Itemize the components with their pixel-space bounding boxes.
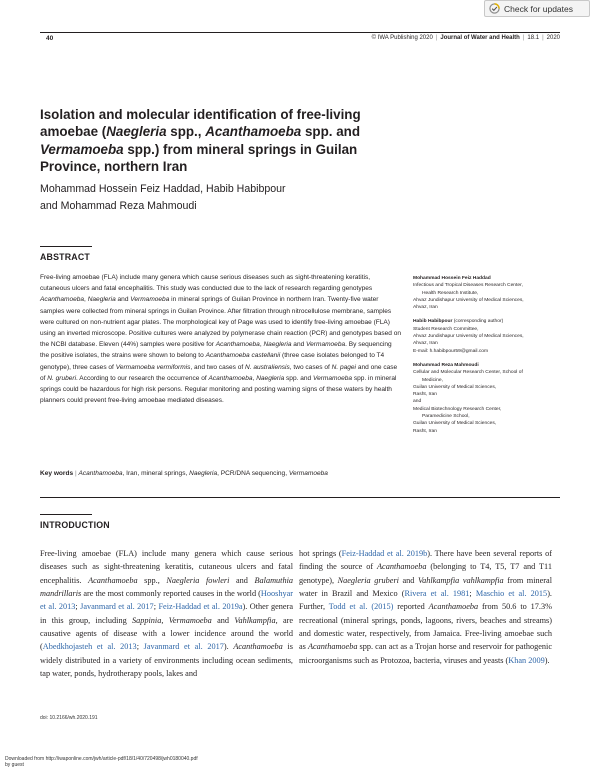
abstract-rule bbox=[40, 246, 92, 247]
header-separator: | bbox=[435, 35, 438, 41]
header-separator: | bbox=[542, 35, 544, 41]
citation-link[interactable]: Hooshyar et al. 2013 bbox=[40, 589, 293, 612]
header-separator: | bbox=[522, 35, 525, 41]
check-updates-icon bbox=[489, 3, 500, 14]
author-list bbox=[40, 181, 460, 215]
authors-line-2: and Mohammad Reza Mahmoudi bbox=[40, 200, 197, 212]
year: 2020 bbox=[546, 35, 560, 41]
abstract-body: Free-living amoebae (FLA) include many genera which cause serious diseases such as sight-threatening keratitis, cutaneous ulcers and fatal encephalitis. This study was conducted due to the lack of research regarding genotypes Acanthamoeba, Naegleria and Vermamoeba in mineral springs of Guilan Province in northern Iran. Twenty-five water samples were collected from mineral springs in Guilan Province. After filtration through nitrocellulose membrane, samples were cultured on non-nutrient agar plates. The morphological key of Page was used to identify free-living amoebae (FLA) using an inverted microscope. Positive cultures were analyzed by polymerase chain reaction (PCR) and genotypes based on the NCBI database. Eleven (44%) samples were positive for Acanthamoeba, Naegleria and Vermamoeba. By sequencing the positive isolates, the strains were shown to belong to Acanthamoeba castellanii (three case isolates belonged to T4 genotype), three cases of Vermamoeba vermiformis, and two cases of N. australiensis, two cases of N. pagei and one case of N. gruberi. According to our research the occurrence of Acanthamoeba, Naegleria spp. and Vermamoeba spp. in mineral springs could be hazardous for high risk persons. Regular monitoring and posting warning signs of these waters by health planners could prevent free-living amoebae mediated diseases. bbox=[40, 274, 401, 405]
keywords: Key words | Acanthamoeba, Iran, mineral springs, Naegleria, PCR/DNA sequencing, Vermamoeba bbox=[40, 470, 328, 477]
affiliation-block: Mohammad Hossein Feiz Haddad Infectious and Tropical Diseases Research Center, Health Research Institute, Ahvaz Jundishapur University of Medical Sciences, Ahvaz, Iran bbox=[413, 276, 524, 311]
citation-link[interactable]: Maschio et al. 2015 bbox=[475, 589, 548, 599]
page-number: 40 bbox=[46, 35, 54, 42]
affiliations bbox=[413, 275, 573, 442]
check-for-updates-label: Check for updates bbox=[504, 3, 573, 14]
guest-label: by guest bbox=[5, 762, 24, 768]
journal-name: Journal of Water and Health bbox=[440, 35, 520, 41]
download-url[interactable]: Downloaded from http://iwaponline.com/jwh/article-pdf/18/1/40/720498/jwh0180040.pdf bbox=[5, 756, 198, 762]
title-text: spp.) from mineral springs in Guilan Province, northern Iran bbox=[40, 141, 358, 175]
email-link[interactable]: E-mail: h.habibpour59@gmail.com bbox=[413, 348, 489, 354]
title-text: spp. and bbox=[301, 124, 361, 140]
intro-column-right: hot springs (Feiz-Haddad et al. 2019b). There have been several reports of finding the source of Acanthamoeba (belonging to T4, T5, T7 and T11 genotype), Naegleria gruberi and Vahlkampfia vahlkampfia from mineral water in Brazil and Mexico (Rivera et al. 1981; Maschio et al. 2015). Further, Todd et al. (2015) reported Acanthamoeba from 50.6 to 17.3% recreational (mineral springs, ponds, lagoons, rivers, beaches and streams) and domestic water, respectively, from Jamaica. Free-living amoebae such as Acanthamoeba spp. can act as a Trojan horse and reservoir for pathogenic microorganisms such as Protozoa, bacteria, viruses and yeasts (Khan 2009). bbox=[299, 549, 553, 665]
title-italic: Vermamoeba bbox=[40, 141, 124, 157]
introduction-heading: INTRODUCTION bbox=[40, 520, 110, 530]
citation-link[interactable]: Khan 2009 bbox=[508, 655, 545, 665]
running-header bbox=[372, 35, 560, 41]
header-rule bbox=[40, 32, 560, 33]
citation-link[interactable]: Javanmard et al. 2017 bbox=[143, 642, 224, 652]
intro-column-left: Free-living amoebae (FLA) include many genera which cause serious diseases such as sight-threatening keratitis, cutaneous ulcers and fatal encephalitis. Acanthamoeba spp., Naegleria fowleri and Balamuthia mandrillaris are the most commonly reported causes in the world (Hooshyar et al. 2013; Javanmard et al. 2017; Feiz-Haddad et al. 2019a). Other genera in this group, including Sappinia, Vermamoeba and Vahlkampfia, are causative agents of disease with a lower incidence around the world (Abedkhojasteh et al. 2013; Javanmard et al. 2017). Acanthamoeba is widely distributed in a variety of environments including ocean sediments, tap water, ponds, hydrotherapy pools, lakes and bbox=[40, 549, 294, 679]
abstract-end-rule bbox=[40, 497, 560, 498]
citation-link[interactable]: Javanmard et al. 2017 bbox=[80, 602, 154, 612]
affiliation-block: Mohammad Reza Mahmoudi Cellular and Molecular Research Center, School of Medicine, Guilan University of Medical Sciences, Rasht, Iran and Medical Biotechnology Research Center, Paramedicine School, Guilan University of Medical Sciences, Rasht, Iran bbox=[413, 362, 523, 434]
check-for-updates-button[interactable] bbox=[484, 0, 590, 17]
doi[interactable]: doi: 10.2166/wh.2020.191 bbox=[40, 715, 98, 721]
citation-link[interactable]: Todd et al. (2015) bbox=[328, 602, 394, 612]
download-notice bbox=[5, 756, 198, 768]
volume: 18.1 bbox=[527, 35, 540, 41]
citation-link[interactable]: Abedkhojasteh et al. 2013 bbox=[42, 642, 137, 652]
citation-link[interactable]: Rivera et al. 1981 bbox=[404, 589, 470, 599]
authors-line-1: Mohammad Hossein Feiz Haddad, Habib Habibpour bbox=[40, 183, 286, 195]
copyright: © IWA Publishing 2020 bbox=[371, 35, 433, 41]
title-text: Isolation and molecular identification of free-living amoebae ( bbox=[40, 107, 361, 140]
keywords-label: Key words bbox=[40, 470, 74, 477]
introduction-rule bbox=[40, 514, 92, 515]
article-title bbox=[40, 106, 400, 176]
title-text: spp., bbox=[166, 124, 206, 140]
citation-link[interactable]: Feiz-Haddad et al. 2019a bbox=[158, 602, 243, 612]
title-italic: Acanthamoeba bbox=[205, 124, 302, 140]
affiliation-block: Habib Habibpour (corresponding author) Student Research Committee, Ahvaz Jundishapur University of Medical Sciences, Ahvaz, Iran E-mail: h.habibpour59@gmail.com bbox=[413, 318, 573, 354]
citation-link[interactable]: Feiz-Haddad et al. 2019b bbox=[341, 549, 428, 558]
title-italic: Naegleria bbox=[106, 124, 167, 140]
abstract-heading: ABSTRACT bbox=[40, 252, 90, 262]
